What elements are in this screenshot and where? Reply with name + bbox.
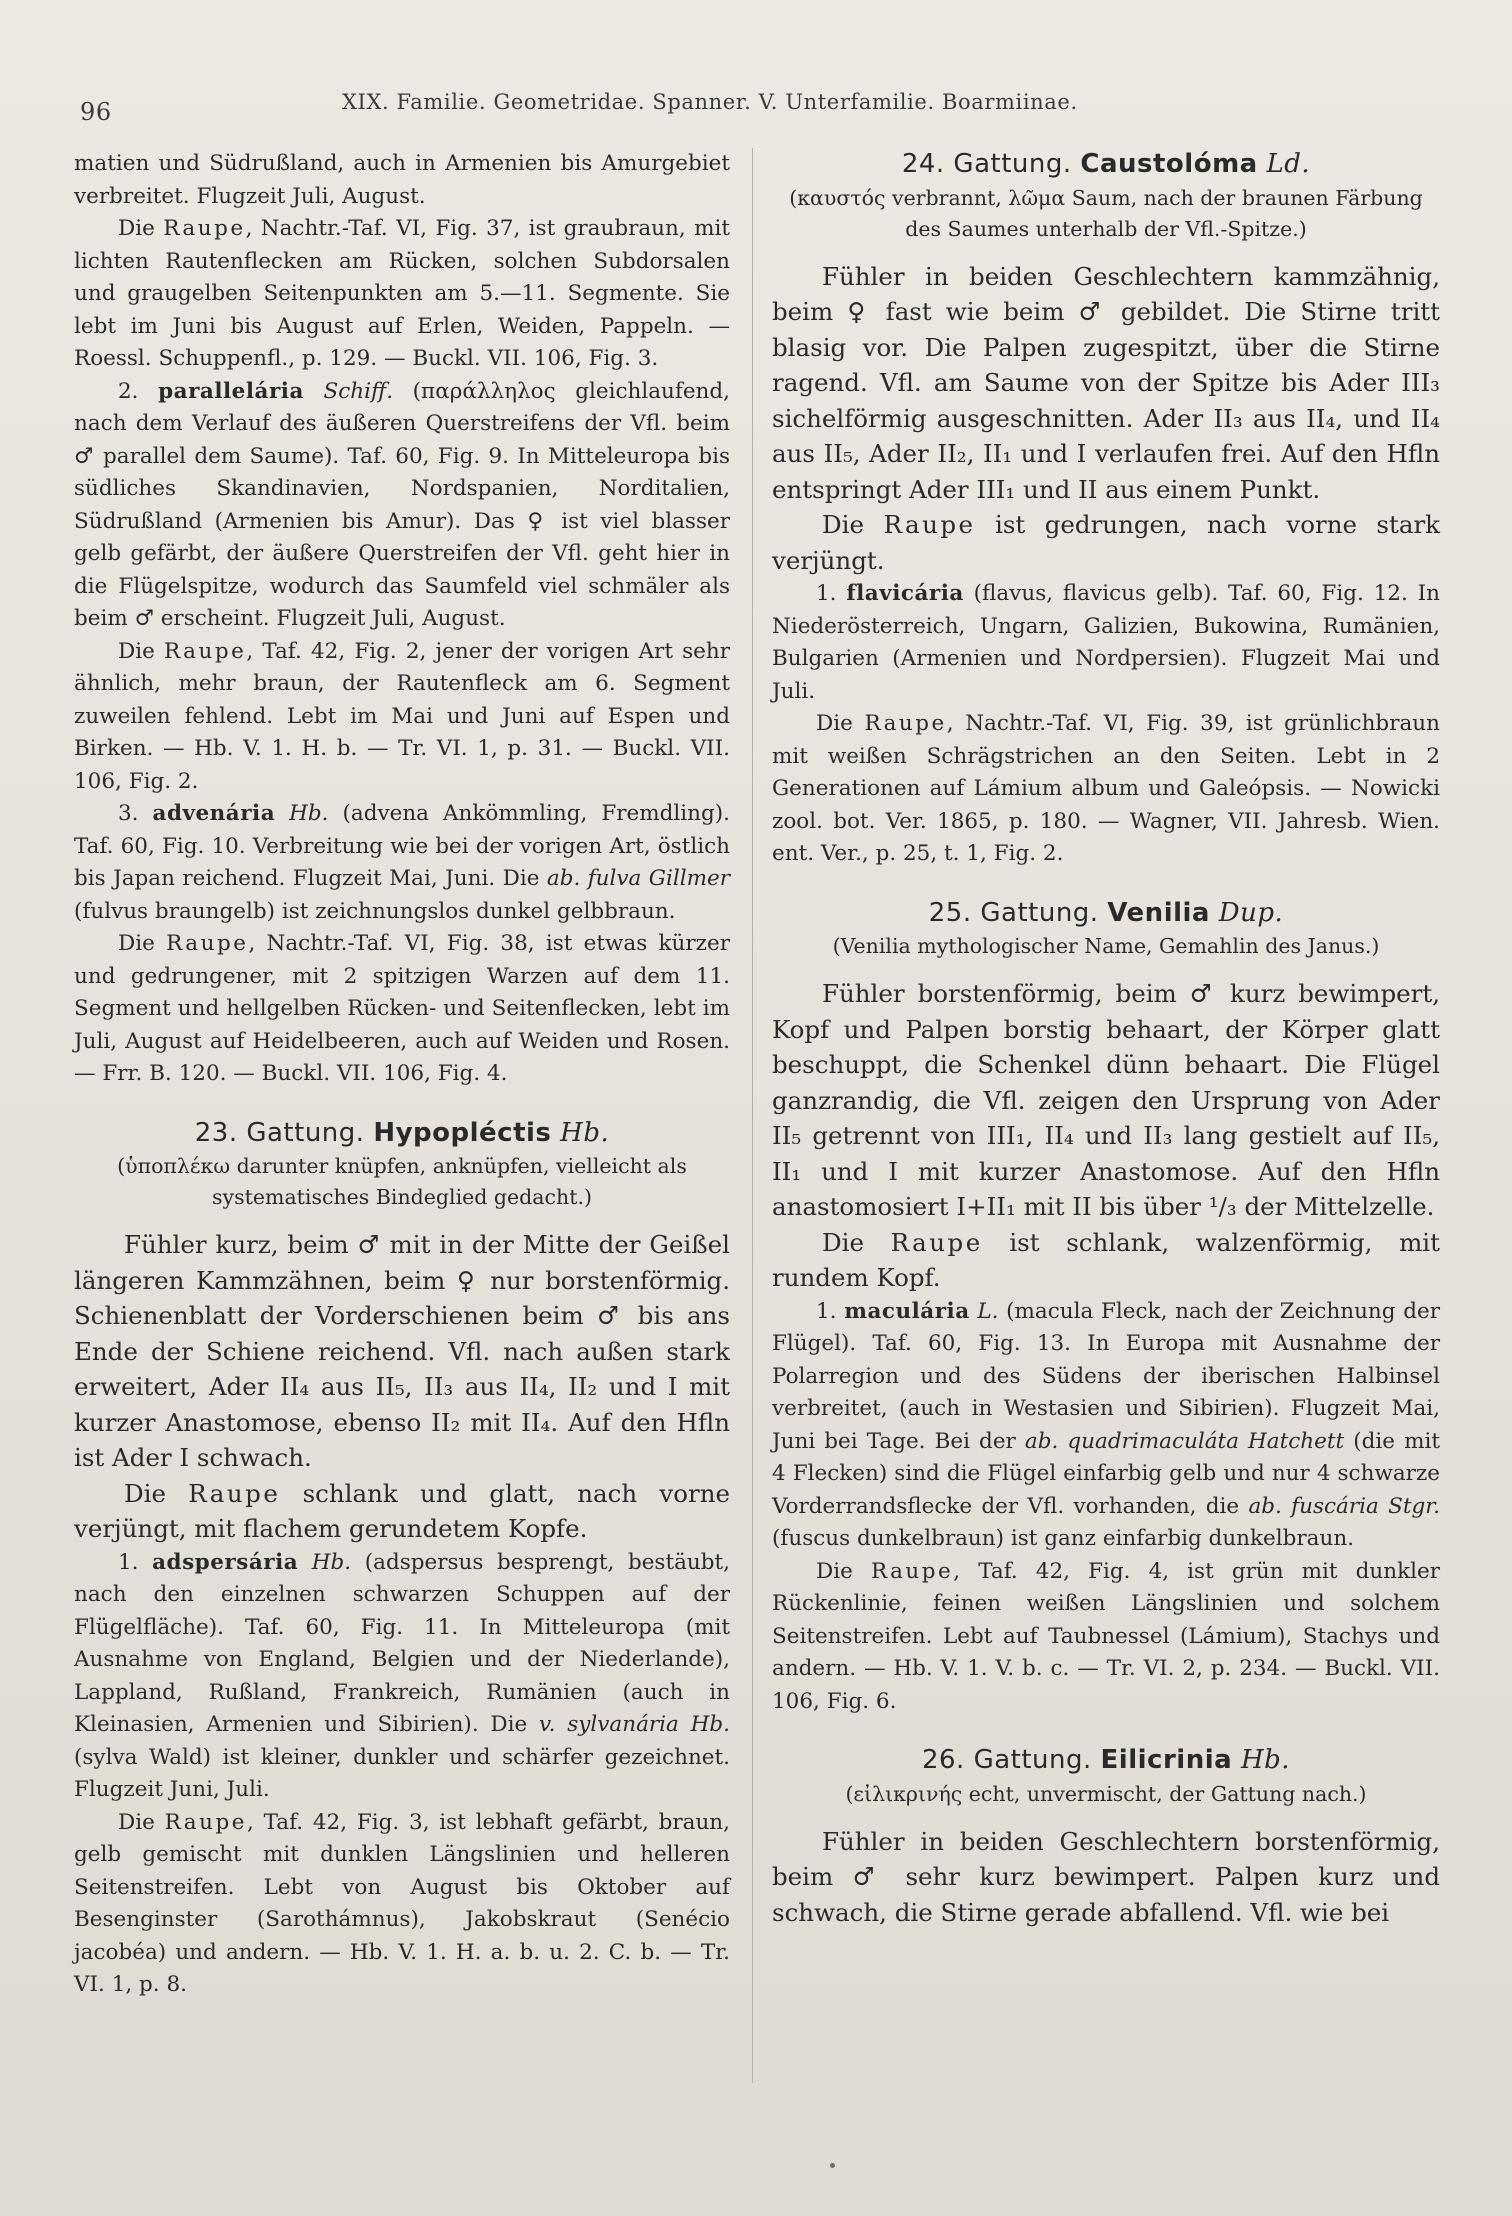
- genus-description-23: Fühler kurz, beim ♂ mit in der Mitte der Geißel längeren Kammzähnen, beim ♀ nur borstenförmig. Schienenblatt der Vorderschienen beim ♂ bis ans Ende der Schiene reichend. Vfl. nach außen stark erweitert, Ader II₄ aus II₅, II₃ aus II₄, II₂ und I mit kurzer Anastomose, ebenso II₂ mit II₄. Auf den Hfln ist Ader I schwach.: [74, 1230, 730, 1472]
- genus-heading-26: 26. Gattung. Eilicrinia Hb.: [921, 1745, 1291, 1775]
- genus-description-26: Fühler in beiden Geschlechtern borstenförmig, beim ♂ sehr kurz bewimpert. Palpen kurz und schwach, die Stirne gerade abfallend. Vfl. wie bei: [772, 1826, 1440, 1927]
- left-column: [74, 148, 730, 2002]
- running-title: XIX. Familie. Geometridae. Spanner. V. Unterfamilie. Boarmiinae.: [342, 90, 1078, 114]
- column-divider: [752, 148, 753, 2083]
- genus-raupe-25: Die Raupe ist schlank, walzenförmig, mit rundem Kopf.: [772, 1227, 1440, 1292]
- page-speck: [830, 2163, 835, 2168]
- page-number: 96: [80, 98, 112, 126]
- species-flavicaria: 1. flavicária (flavus, flavicus gelb). Taf. 60, Fig. 12. In Niederösterreich, Ungarn, Galizien, Bukowina, Rumänien, Bulgarien (Armenien und Nordpersien). Flugzeit Mai und Juli.: [772, 581, 1440, 704]
- species-adspersaria: 1. adspersária Hb. (adspersus besprengt, bestäubt, nach den einzelnen schwarzen Schuppen auf der Flügelfläche). Taf. 60, Fig. 11. In Mitteleuropa (mit Ausnahme von England, Belgien und der Niederlande), Lappland, Rußland, Frankreich, Rumänien (auch in Kleinasien, Armenien und Sibirien). Die v. sylvanária Hb. (sylva Wald) ist kleiner, dunkler und schärfer gezeichnet. Flugzeit Juni, Juli.: [74, 1549, 731, 1802]
- genus-heading-23: 23. Gattung. Hypopléctis Hb.: [194, 1117, 610, 1148]
- paragraph-raupe-4: Die Raupe, Taf. 42, Fig. 3, ist lebhaft gefärbt, braun, gelb gemischt mit dunklen Längslinien und helleren Seitenstreifen. Lebt von August bis Oktober auf Besenginster (Sarothámnus), Jakobskraut (Senécio jacobéa) und andern. — Hb. V. 1. H. a. b. u. 2. C. b. — Tr. VI. 1, p. 8.: [74, 1809, 730, 1997]
- genus-etymology-23: (ὑποπλέκω darunter knüpfen, anknüpfen, vielleicht als systematisches Bindeglied gedacht.): [117, 1154, 687, 1209]
- genus-heading-25: 25. Gattung. Venilia Dup.: [928, 897, 1284, 928]
- paragraph-raupe-3: Die Raupe, Nachtr.-Taf. VI, Fig. 38, ist etwas kürzer und gedrungener, mit 2 spitzigen Warzen auf dem 11. Segment und hellgelben Rücken- und Seitenflecken, lebt im Juli, August auf Heidelbeeren, auch auf Weiden und Rosen. — Frr. B. 120. — Buckl. VII. 106, Fig. 4.: [74, 931, 730, 1086]
- genus-raupe-23: Die Raupe schlank und glatt, nach vorne verjüngt, mit flachem gerundetem Kopfe.: [74, 1478, 730, 1543]
- genus-heading-24: 24. Gattung. Caustolóma Ld.: [901, 149, 1311, 179]
- paragraph-raupe-6: Die Raupe, Taf. 42, Fig. 4, ist grün mit dunkler Rückenlinie, feinen weißen Längslinien und solchem Seitenstreifen. Lebt auf Taubnessel (Lámium), Stachys und andern. — Hb. V. 1. V. b. c. — Tr. VI. 2, p. 234. — Buckl. VII. 106, Fig. 6.: [772, 1558, 1440, 1714]
- paragraph-intro: matien und Südrußland, auch in Armenien bis Amurgebiet verbreitet. Flugzeit Juli, August.: [74, 151, 730, 209]
- paragraph-raupe-5: Die Raupe, Nachtr.-Taf. VI, Fig. 39, ist grünlichbraun mit weißen Schrägstrichen an den Seiten. Lebt in 2 Generationen auf Lámium album und Galeópsis. — Nowicki zool. bot. Ver. 1865, p. 180. — Wagner, VII. Jahresb. Wien. ent. Ver., p. 25, t. 1, Fig. 2.: [772, 711, 1440, 866]
- genus-etymology-26: (εἰλικρινής echt, unvermischt, der Gattung nach.): [845, 1781, 1367, 1806]
- genus-raupe-24: Die Raupe ist gedrungen, nach vorne stark verjüngt.: [772, 510, 1441, 575]
- species-parallelaria: 2. parallelária Schiff. (παράλληλος gleichlaufend, nach dem Verlauf des äußeren Querstreifens der Vfl. beim ♂ parallel dem Saume). Taf. 60, Fig. 9. In Mitteleuropa bis südliches Skandinavien, Nordspanien, Norditalien, Südrußland (Armenien bis Amur). Das ♀ ist viel blasser gelb gefärbt, der äußere Querstreifen der Vfl. geht hier in die Flügelspitze, wodurch das Saumfeld viel schmäler als beim ♂ erscheint. Flugzeit Juli, August.: [74, 378, 731, 631]
- paragraph-raupe-1: Die Raupe, Nachtr.-Taf. VI, Fig. 37, ist graubraun, mit lichten Rautenflecken am Rücken, solchen Subdorsalen und graugelben Seitenpunkten am 5.—11. Segmente. Sie lebt im Juni bis August auf Erlen, Weiden, Pappeln. — Roessl. Schuppenfl., p. 129. — Buckl. VII. 106, Fig. 3.: [74, 216, 730, 371]
- genus-description-24: Fühler in beiden Geschlechtern kammzähnig, beim ♀ fast wie beim ♂ gebildet. Die Stirne tritt blasig vor. Die Palpen zugespitzt, über die Stirne ragend. Vfl. am Saume von der Spitze bis Ader III₃ sichelförmig ausgeschnitten. Ader II₃ aus II₄, und II₄ aus II₅, Ader II₂, II₁ und I verlaufen frei. Auf den Hfln entspringt Ader III₁ und II aus einem Punkt.: [772, 261, 1440, 504]
- genus-etymology-25: (Venilia mythologischer Name, Gemahlin des Janus.): [832, 934, 1380, 958]
- page-header: [74, 86, 1174, 126]
- species-macularia: 1. maculária L. (macula Fleck, nach der Zeichnung der Flügel). Taf. 60, Fig. 13. In Europa mit Ausnahme der Polarregion und des Südens der iberischen Halbinsel verbreitet, (auch in Westasien und Sibirien). Flugzeit Mai, Juni bei Tage. Bei der ab. quadrimaculáta Hatchett (die mit 4 Flecken) sind die Flügel einfarbig gelb und nur 4 schwarze Vorderrandsflecke der Vfl. vorhanden, die ab. fuscária Stgr. (fuscus dunkelbraun) ist ganz einfarbig dunkelbraun.: [772, 1298, 1440, 1551]
- paragraph-raupe-2: Die Raupe, Taf. 42, Fig. 2, jener der vorigen Art sehr ähnlich, mehr braun, der Rautenfleck am 6. Segment zuweilen fehlend. Lebt im Mai und Juni auf Espen und Birken. — Hb. V. 1. H. b. — Tr. VI. 1, p. 31. — Buckl. VII. 106, Fig. 2.: [74, 638, 731, 794]
- species-advenaria: 3. advenária Hb. (advena Ankömmling, Fremdling). Taf. 60, Fig. 10. Verbreitung wie bei der vorigen Art, östlich bis Japan reichend. Flugzeit Mai, Juni. Die ab. fulva Gillmer (fulvus braungelb) ist zeichnungslos dunkel gelbbraun.: [74, 801, 730, 924]
- right-column: [772, 148, 1440, 1930]
- genus-etymology-24: (καυστός verbrannt, λῶμα Saum, nach der braunen Färbung des Saumes unterhalb der Vfl.-Spitze.): [789, 185, 1423, 241]
- genus-description-25: Fühler borstenförmig, beim ♂ kurz bewimpert, Kopf und Palpen borstig behaart, der Körper glatt beschuppt, die Schenkel dünn behaart. Die Flügel ganzrandig, die Vfl. zeigen den Ursprung von Ader II₅ getrennt von III₁, II₄ und II₃ lang gestielt auf II₅, II₁ und I mit kurzer Anastomose. Auf den Hfln anastomosiert I+II₁ mit II bis über ¹/₃ der Mittelzelle.: [772, 979, 1440, 1221]
